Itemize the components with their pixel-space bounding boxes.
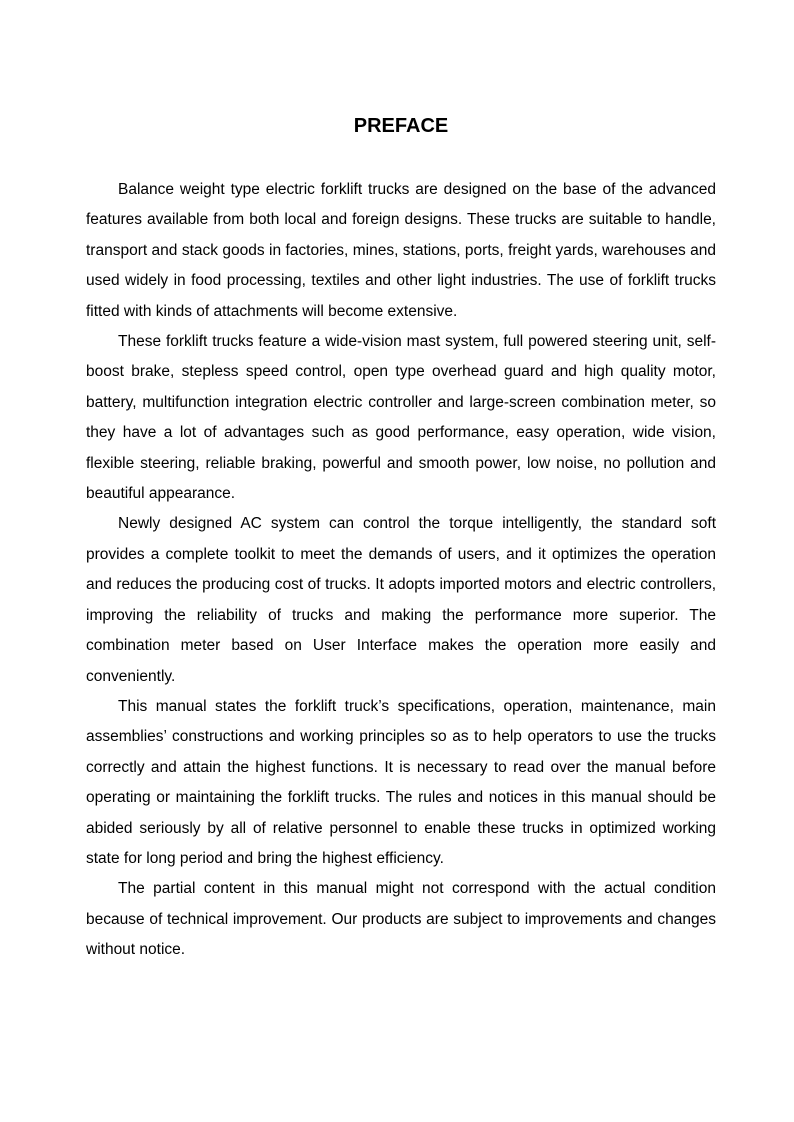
paragraph-4: This manual states the forklift truck’s specifications, operation, maintenance, main assemblies’ constructions and working principles so as to help operators to use the trucks correctly and attain the highest functions. It is necessary to read over the manual before operating or maintaining the forklift trucks. The rules and notices in this manual should be abided seriously by all of relative personnel to enable these trucks in optimized working state for long period and bring the highest efficiency.: [86, 697, 716, 867]
paragraph-1: Balance weight type electric forklift trucks are designed on the base of the advanced features available from both local and foreign designs. These trucks are suitable to handle, transport and stack goods in factories, mines, stations, ports, freight yards, warehouses and used widely in food processing, textiles and other light industries. The use of forklift trucks fitted with kinds of attachments will become extensive.: [86, 181, 716, 320]
page-title: PREFACE: [353, 115, 449, 137]
paragraph-5: The partial content in this manual might not correspond with the actual condition because of technical improvement. Our products are subject to improvements and changes without notice.: [86, 880, 716, 959]
preface-body: [86, 175, 716, 966]
paragraph-2: These forklift trucks feature a wide-vision mast system, full powered steering unit, self-boost brake, stepless speed control, open type overhead guard and high quality motor, battery, multifunction integration electric controller and large-screen combination meter, so they have a lot of advantages such as good performance, easy operation, wide vision, flexible steering, reliable braking, powerful and smooth power, low noise, no pollution and beautiful appearance.: [86, 333, 716, 503]
paragraph-3: Newly designed AC system can control the torque intelligently, the standard soft provides a complete toolkit to meet the demands of users, and it optimizes the operation and reduces the producing cost of trucks. It adopts imported motors and electric controllers, improving the reliability of trucks and making the performance more superior. The combination meter based on User Interface makes the operation more easily and conveniently.: [86, 515, 716, 685]
